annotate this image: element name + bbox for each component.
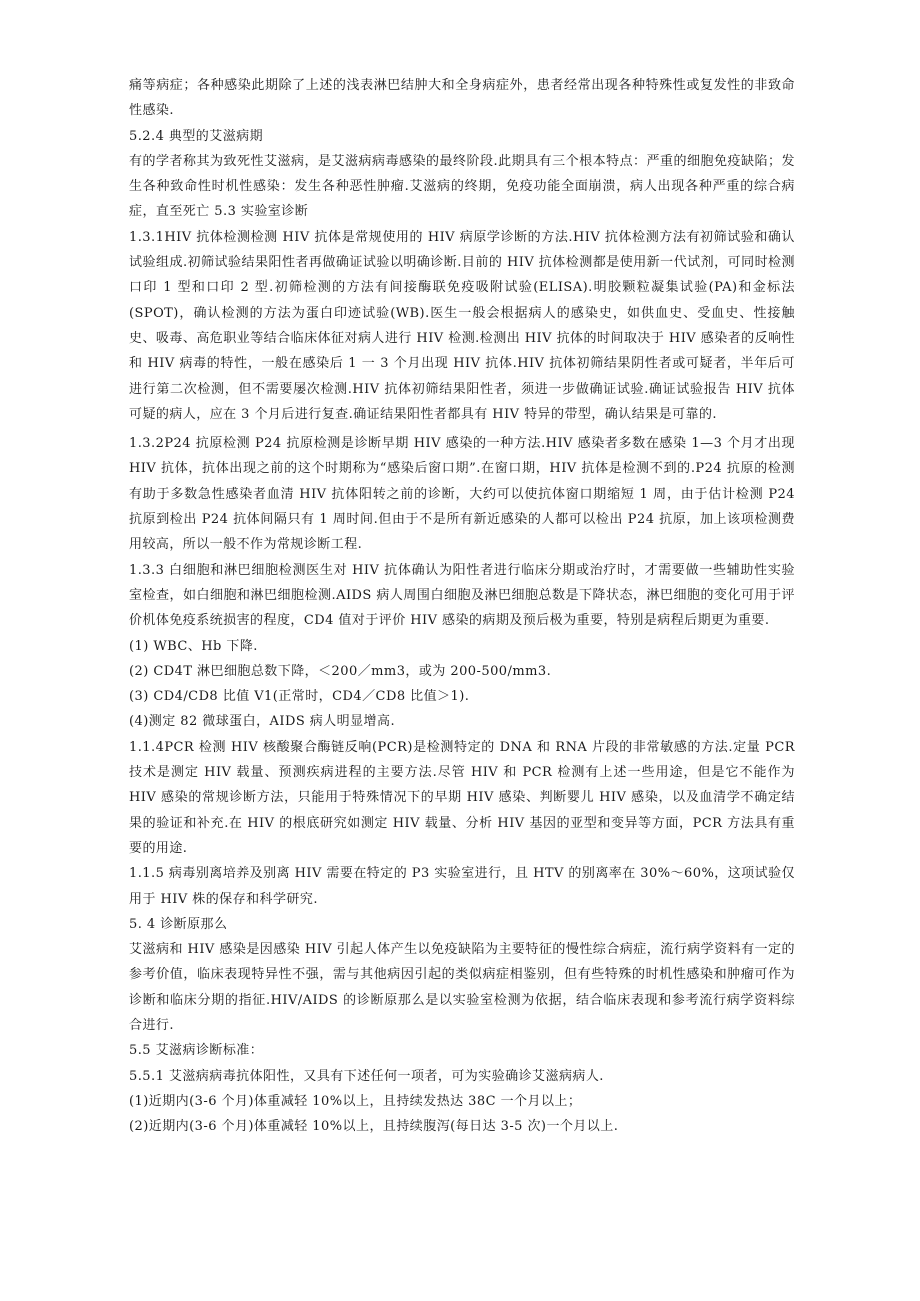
paragraph-stage-infections: 痛等病症；各种感染此期除了上述的浅表淋巴结肿大和全身病症外，患者经常出现各种特殊性或复发性的非致命性感染. bbox=[129, 78, 795, 119]
paragraph-virus-isolation: 1.1.5 病毒别离培养及别离 HIV 需要在特定的 P3 实验室进行，且 HTV 的别离率在 30%～60%，这项试验仅用于 HIV 株的保存和科学研究. bbox=[129, 866, 795, 907]
paragraph-pcr-test: 1.1.4PCR 检测 HIV 核酸聚合酶链反响(PCR)是检测特定的 DNA 和 RNA 片段的非常敏感的方法.定量 PCR 技术是测定 HIV 载量、预测疾病进程的主要方法.尽管 HIV 和 PCR 检测有上述一些用途，但是它不能作为 HIV 感染的常规诊断方法，只能用于特殊情况下的早期 HIV 感染、判断婴儿 HIV 感染，以及血清学不确定结果的验证和补充.在 HIV 的根底研究如测定 HIV 载量、分析 HIV 基因的亚型和变异等方面，PCR 方法具有重要的用途. bbox=[129, 739, 795, 856]
paragraph-5-5-1: 5.5.1 艾滋病病毒抗体阳性，又具有下述任何一项者，可为实验确诊艾滋病病人. bbox=[129, 1068, 604, 1084]
list-item-2: (2) CD4T 淋巴细胞总数下降，＜200／mm3，或为 200-500/mm3. bbox=[129, 663, 552, 679]
paragraph-leukocyte-lymphocyte-test: 1.3.3 白细胞和淋巴细胞检测医生对 HIV 抗体确认为阳性者进行临床分期或治疗时，才需要做一些辅助性实验室检查，如白细胞和淋巴细胞检测.AIDS 病人周围白细胞及淋巴细胞总数是下降状态，淋巴细胞的变化可用于评价机体免疫系统损害的程度，CD4 值对于评价 HIV 感染的病期及预后极为重要，特别是病程后期更为重要. bbox=[129, 562, 795, 629]
criteria-item-1: (1)近期内(3-6 个月)体重减轻 10%以上，且持续发热达 38C 一个月以上； bbox=[129, 1093, 582, 1109]
heading-5-2-4: 5.2.4 典型的艾滋病期 bbox=[129, 128, 264, 144]
heading-5-5: 5.5 艾滋病诊断标准： bbox=[129, 1043, 264, 1059]
paragraph-typical-aids: 有的学者称其为致死性艾滋病，是艾滋病病毒感染的最终阶段.此期具有三个根本特点：严重的细胞免疫缺陷；发生各种致命性时机性感染：发生各种恶性肿瘤.艾滋病的终期，免疫功能全面崩溃，病人出现各种严重的综合病症，直至死亡 5.3 实验室诊断 bbox=[129, 153, 795, 220]
criteria-item-2: (2)近期内(3-6 个月)体重减轻 10%以上，且持续腹泻(每日达 3-5 次)一个月以上. bbox=[129, 1119, 619, 1135]
list-item-4: (4)测定 82 微球蛋白，AIDS 病人明显增高. bbox=[129, 714, 396, 730]
list-item-1: (1) WBC、Hb 下降. bbox=[129, 638, 258, 654]
paragraph-p24-antigen-test: 1.3.2P24 抗原检测 P24 抗原检测是诊断早期 HIV 感染的一种方法.HIV 感染者多数在感染 1—3 个月才出现 HIV 抗体，抗体出现之前的这个时期称为“感染后窗口期”.在窗口期，HIV 抗体是检测不到的.P24 抗原的检测有助于多数急性感染者血清 HIV 抗体阳转之前的诊断，大约可以使抗体窗口期缩短 1 周，由于估计检测 P24 抗原到检出 P24 抗体间隔只有 1 周时间.但由于不是所有新近感染的人都可以检出 P24 抗原，加上该项检测费用较高，所以一般不作为常规诊断工程. bbox=[129, 436, 795, 553]
heading-5-4: 5. 4 诊断原那么 bbox=[129, 916, 228, 932]
list-item-3: (3) CD4/CD8 比值 V1(正常时，CD4／CD8 比值＞1). bbox=[129, 689, 470, 705]
document-page bbox=[129, 73, 795, 1139]
paragraph-hiv-antibody-test: 1.3.1HIV 抗体检测检测 HIV 抗体是常规使用的 HIV 病原学诊断的方法.HIV 抗体检测方法有初筛试验和确认试验组成.初筛试验结果阳性者再做确证试验以明确诊断.目前的 HIV 抗体检测都是使用新一代试剂，可同时检测口印 1 型和口印 2 型.初筛检测的方法有间接酶联免疫吸附试验(ELISA).明胶颗粒凝集试验(PA)和金标法(SPOT)，确认检测的方法为蛋白印迹试验(WB).医生一般会根据病人的感染史，如供血史、受血史、性接触史、吸毒、高危职业等结合临床体征对病人进行 HIV 检测.检测出 HIV 抗体的时间取决于 HIV 感染者的反响性和 HIV 病毒的特性，一般在感染后 1 一 3 个月出现 HIV 抗体.HIV 抗体初筛结果阴性者或可疑者，半年后可进行第二次检测，但不需要屡次检测.HIV 抗体初筛结果阳性者，须进一步做确证试验.确证试验报告 HIV 抗体可疑的病人，应在 3 个月后进行复查.确证结果阳性者都具有 HIV 特异的带型，确认结果是可靠的. bbox=[129, 229, 795, 422]
paragraph-diagnosis-principle: 艾滋病和 HIV 感染是因感染 HIV 引起人体产生以免疫缺陷为主要特征的慢性综合病症，流行病学资料有一定的参考价值，临床表现特异性不强，需与其他病因引起的类似病症相鉴别，但有些特殊的时机性感染和肿瘤可作为诊断和临床分期的指征.HIV/AIDS 的诊断原那么是以实验室检测为依据，结合临床表现和参考流行病学资料综合进行. bbox=[129, 942, 795, 1033]
